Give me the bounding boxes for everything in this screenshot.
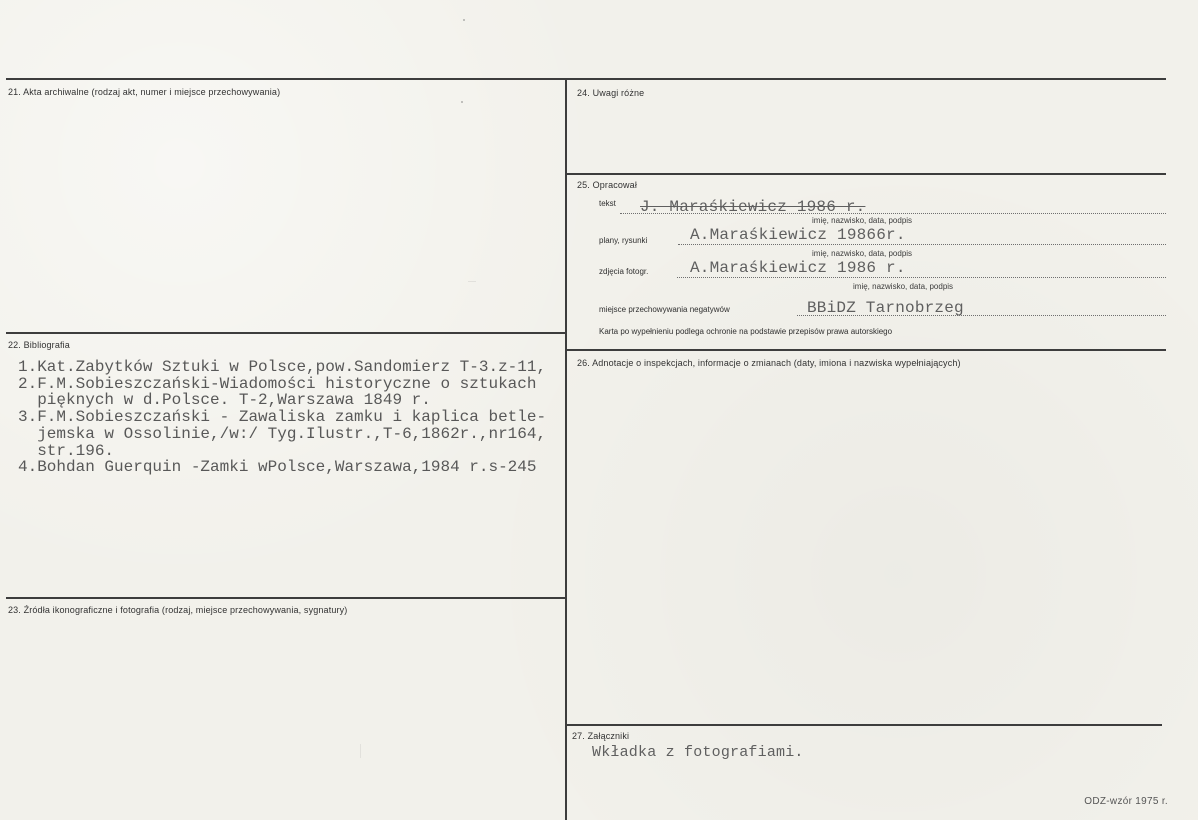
bibliography-entry: 3.F.M.Sobieszczański - Zawaliska zamku i kaplica betle-: [18, 408, 547, 427]
top-border-rule: [6, 78, 1166, 80]
section-26-title: 26. Adnotacje o inspekcjach, informacje o zmianach (daty, imiona i nazwiska wypełniających): [577, 358, 961, 368]
section-24-title: 24. Uwagi różne: [577, 88, 645, 98]
section-27-value: Wkładka z fotografiami.: [592, 744, 804, 761]
section-24-bottom-rule: [567, 173, 1166, 175]
bibliography-entry: 2.F.M.Sobieszczański-Wiadomości historyczne o sztukach: [18, 374, 537, 393]
bibliography-entry: 4.Bohdan Guerquin -Zamki wPolsce,Warszawa,1984 r.s-245: [18, 458, 537, 477]
tekst-value: J. Maraśkiewicz 1986 r.: [640, 198, 866, 216]
paper-speck: [468, 281, 476, 282]
plany-hint: imię, nazwisko, data, podpis: [812, 249, 913, 258]
plany-dotted-line: [678, 244, 1166, 245]
section-21-title: 21. Akta archiwalne (rodzaj akt, numer i miejsce przechowywania): [8, 87, 281, 97]
bibliography-list: [18, 359, 566, 476]
bibliography-entry: jemska w Ossolinie,/w:/ Tyg.Ilustr.,T-6,1862r.,nr164,: [18, 424, 547, 443]
bibliography-entry: pięknych w d.Polsce. T-2,Warszawa 1849 r.: [18, 391, 431, 410]
plany-label: plany, rysunki: [599, 236, 648, 245]
paper-speck: [463, 19, 465, 21]
zdjecia-label: zdjęcia fotogr.: [599, 267, 649, 276]
section-25-bottom-rule: [567, 349, 1166, 351]
tekst-label: tekst: [599, 199, 616, 208]
negatywy-value: BBiDZ Tarnobrzeg: [807, 299, 964, 317]
paper-speck: [461, 101, 463, 103]
zdjecia-dotted-line: [677, 277, 1166, 278]
section-21-bottom-rule: [6, 332, 565, 334]
section-22-title: 22. Bibliografia: [8, 340, 70, 350]
section-26-bottom-rule: [567, 724, 1162, 726]
bibliography-entry: 1.Kat.Zabytków Sztuki w Polsce,pow.Sandomierz T-3.z-11,: [18, 358, 547, 376]
tekst-hint: imię, nazwisko, data, podpis: [812, 216, 913, 225]
negatywy-label: miejsce przechowywania negatywów: [599, 305, 730, 314]
section-25-title: 25. Opracował: [577, 180, 637, 190]
plany-value: A.Maraśkiewicz 19866r.: [690, 226, 906, 244]
bibliography-entry: str.196.: [18, 441, 115, 460]
section-22-bottom-rule: [6, 597, 565, 599]
copyright-note: Karta po wypełnieniu podlega ochronie na podstawie przepisów prawa autorskiego: [599, 327, 893, 336]
paper-speck: [360, 744, 361, 758]
zdjecia-value: A.Maraśkiewicz 1986 r.: [690, 259, 906, 277]
section-23-title: 23. Źródła ikonograficzne i fotografia (rodzaj, miejsce przechowywania, sygnatury): [8, 605, 348, 615]
zdjecia-hint: imię, nazwisko, data, podpis: [853, 282, 954, 291]
form-code: ODZ-wzór 1975 r.: [1084, 796, 1168, 807]
section-27-title: 27. Załączniki: [572, 731, 630, 741]
